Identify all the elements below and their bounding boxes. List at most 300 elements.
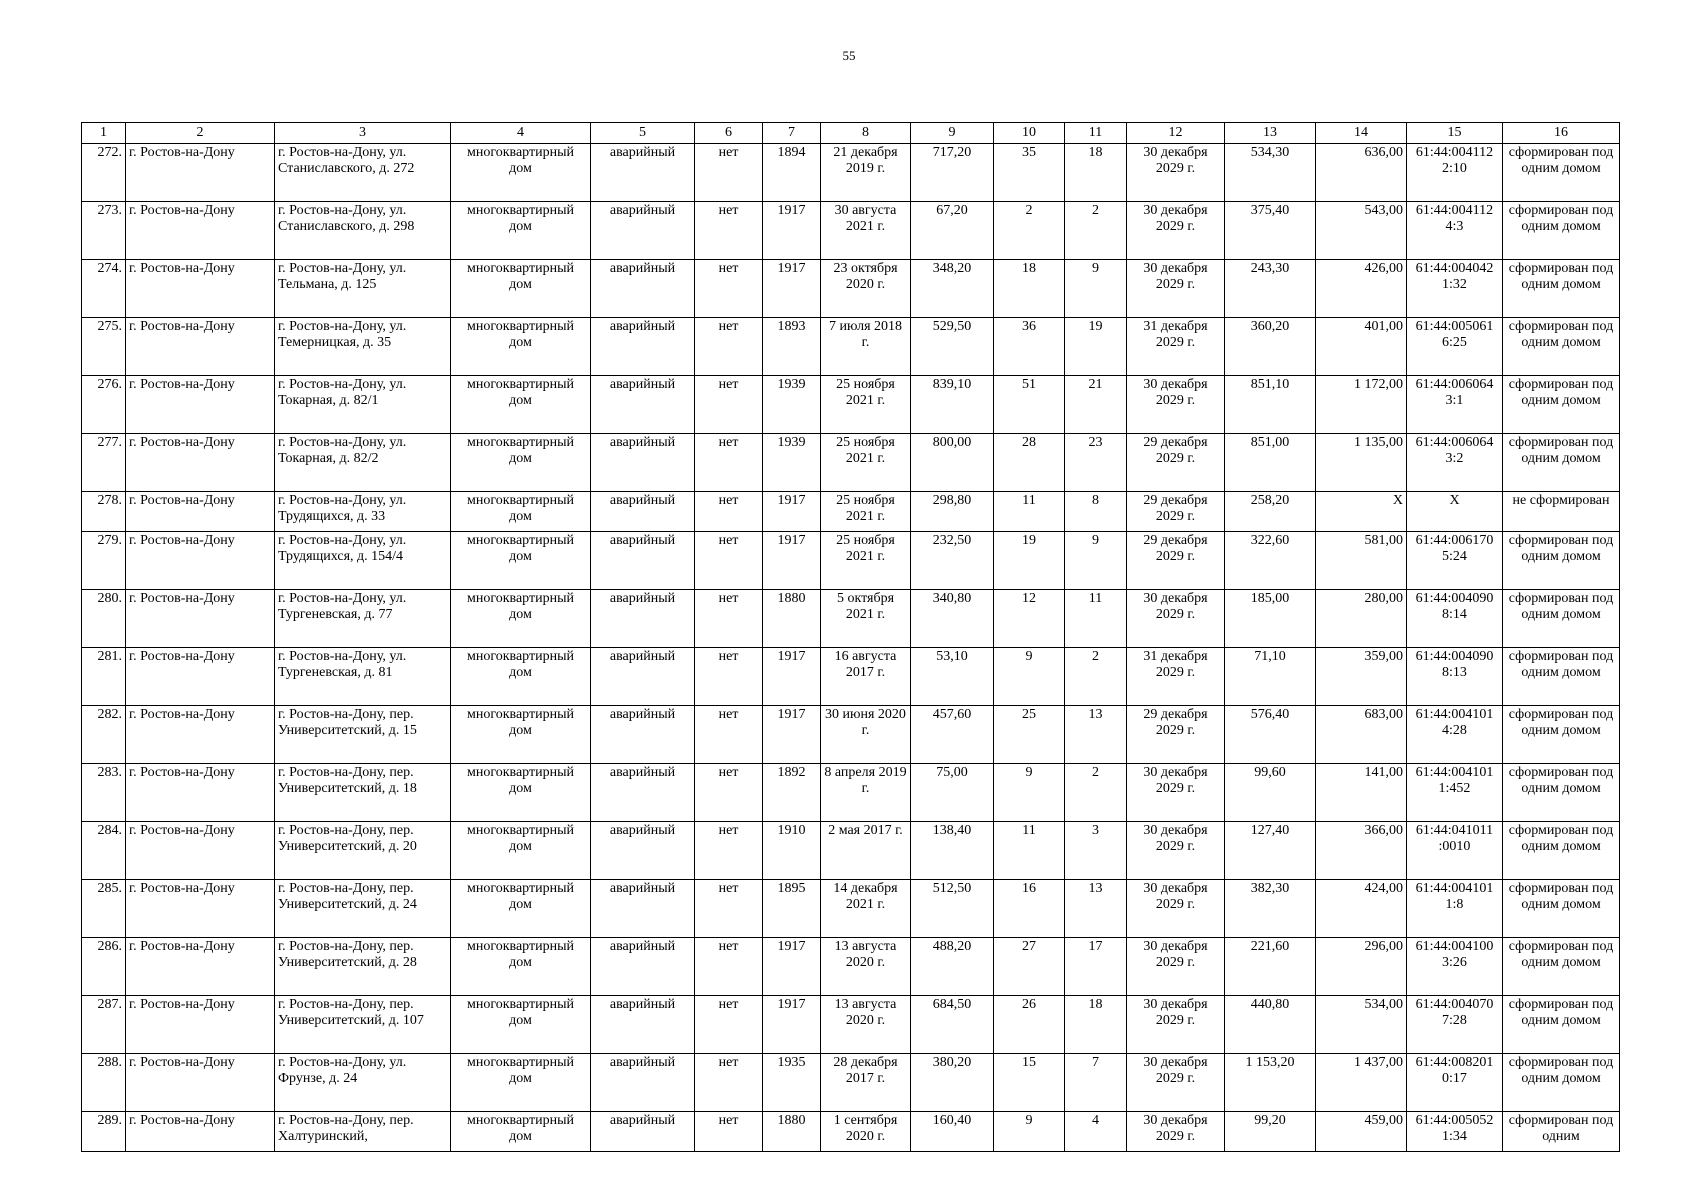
status-cell: аварийный [591, 532, 695, 590]
column-10-cell: 25 [994, 706, 1065, 764]
year-cell: 1939 [763, 434, 821, 492]
land-status-cell: сформирован под одним [1503, 1112, 1620, 1152]
status-cell: аварийный [591, 764, 695, 822]
area-cell: 529,50 [911, 318, 994, 376]
column-10-cell: 15 [994, 1054, 1065, 1112]
city-cell: г. Ростов-на-Дону [126, 260, 275, 318]
land-status-cell: не сформирован [1503, 492, 1620, 532]
column-header: 15 [1407, 123, 1503, 144]
column-11-cell: 8 [1065, 492, 1127, 532]
cadastral-number-cell: 61:44:004100 3:26 [1407, 938, 1503, 996]
column-6-cell: нет [695, 144, 763, 202]
column-header: 12 [1127, 123, 1225, 144]
area-cell: 67,20 [911, 202, 994, 260]
object-type-cell: многоквартирный дом [451, 764, 591, 822]
year-cell: 1894 [763, 144, 821, 202]
city-cell: г. Ростов-на-Дону [126, 1054, 275, 1112]
land-status-cell: сформирован под одним домом [1503, 1054, 1620, 1112]
object-type-cell: многоквартирный дом [451, 706, 591, 764]
address-cell: г. Ростов-на-Дону, ул. Токарная, д. 82/2 [275, 434, 451, 492]
cadastral-number-cell: 61:44:004101 1:8 [1407, 880, 1503, 938]
cadastral-number-cell: 61:44:004090 8:14 [1407, 590, 1503, 648]
column-header: 9 [911, 123, 994, 144]
address-cell: г. Ростов-на-Дону, пер. Университетский, д. 15 [275, 706, 451, 764]
column-11-cell: 13 [1065, 880, 1127, 938]
recognition-date-cell: 25 ноября 2021 г. [821, 376, 911, 434]
cadastral-number-cell: 61:44:006170 5:24 [1407, 532, 1503, 590]
row-number: 280. [82, 590, 126, 648]
cadastral-number-cell: 61:44:004042 1:32 [1407, 260, 1503, 318]
column-10-cell: 11 [994, 492, 1065, 532]
deadline-cell: 30 декабря 2029 г. [1127, 376, 1225, 434]
column-10-cell: 2 [994, 202, 1065, 260]
status-cell: аварийный [591, 880, 695, 938]
land-status-cell: сформирован под одним домом [1503, 938, 1620, 996]
deadline-cell: 29 декабря 2029 г. [1127, 706, 1225, 764]
column-6-cell: нет [695, 260, 763, 318]
address-cell: г. Ростов-на-Дону, пер. Халтуринский, [275, 1112, 451, 1152]
object-type-cell: многоквартирный дом [451, 434, 591, 492]
land-status-cell: сформирован под одним домом [1503, 202, 1620, 260]
area-cell: 512,50 [911, 880, 994, 938]
recognition-date-cell: 5 октября 2021 г. [821, 590, 911, 648]
row-number: 273. [82, 202, 126, 260]
table-header [82, 123, 1620, 144]
address-cell: г. Ростов-на-Дону, ул. Темерницкая, д. 35 [275, 318, 451, 376]
column-10-cell: 9 [994, 764, 1065, 822]
column-10-cell: 19 [994, 532, 1065, 590]
land-status-cell: сформирован под одним домом [1503, 880, 1620, 938]
city-cell: г. Ростов-на-Дону [126, 202, 275, 260]
column-10-cell: 27 [994, 938, 1065, 996]
column-10-cell: 51 [994, 376, 1065, 434]
deadline-cell: 30 декабря 2029 г. [1127, 202, 1225, 260]
column-11-cell: 17 [1065, 938, 1127, 996]
column-14-cell: Х [1316, 492, 1407, 532]
column-10-cell: 9 [994, 648, 1065, 706]
column-11-cell: 2 [1065, 648, 1127, 706]
address-cell: г. Ростов-на-Дону, ул. Станиславского, д. 298 [275, 202, 451, 260]
column-6-cell: нет [695, 822, 763, 880]
land-status-cell: сформирован под одним домом [1503, 318, 1620, 376]
land-status-cell: сформирован под одним домом [1503, 144, 1620, 202]
land-status-cell: сформирован под одним домом [1503, 260, 1620, 318]
cadastral-number-cell: 61:44:004090 8:13 [1407, 648, 1503, 706]
column-13-cell: 99,60 [1225, 764, 1316, 822]
recognition-date-cell: 28 декабря 2017 г. [821, 1054, 911, 1112]
year-cell: 1935 [763, 1054, 821, 1112]
cadastral-number-cell: 61:44:004101 1:452 [1407, 764, 1503, 822]
year-cell: 1892 [763, 764, 821, 822]
object-type-cell: многоквартирный дом [451, 822, 591, 880]
land-status-cell: сформирован под одним домом [1503, 434, 1620, 492]
column-6-cell: нет [695, 1112, 763, 1152]
column-13-cell: 382,30 [1225, 880, 1316, 938]
object-type-cell: многоквартирный дом [451, 648, 591, 706]
deadline-cell: 30 декабря 2029 г. [1127, 880, 1225, 938]
address-cell: г. Ростов-на-Дону, ул. Трудящихся, д. 33 [275, 492, 451, 532]
recognition-date-cell: 30 августа 2021 г. [821, 202, 911, 260]
area-cell: 839,10 [911, 376, 994, 434]
column-14-cell: 296,00 [1316, 938, 1407, 996]
column-13-cell: 440,80 [1225, 996, 1316, 1054]
column-11-cell: 19 [1065, 318, 1127, 376]
city-cell: г. Ростов-на-Дону [126, 706, 275, 764]
deadline-cell: 31 декабря 2029 г. [1127, 648, 1225, 706]
status-cell: аварийный [591, 822, 695, 880]
area-cell: 457,60 [911, 706, 994, 764]
row-number: 276. [82, 376, 126, 434]
column-13-cell: 71,10 [1225, 648, 1316, 706]
deadline-cell: 29 декабря 2029 г. [1127, 532, 1225, 590]
cadastral-number-cell: Х [1407, 492, 1503, 532]
column-13-cell: 127,40 [1225, 822, 1316, 880]
area-cell: 340,80 [911, 590, 994, 648]
column-11-cell: 18 [1065, 144, 1127, 202]
recognition-date-cell: 7 июля 2018 г. [821, 318, 911, 376]
deadline-cell: 30 декабря 2029 г. [1127, 938, 1225, 996]
column-14-cell: 459,00 [1316, 1112, 1407, 1152]
area-cell: 75,00 [911, 764, 994, 822]
column-header: 6 [695, 123, 763, 144]
column-6-cell: нет [695, 764, 763, 822]
year-cell: 1917 [763, 532, 821, 590]
status-cell: аварийный [591, 144, 695, 202]
city-cell: г. Ростов-на-Дону [126, 492, 275, 532]
column-6-cell: нет [695, 706, 763, 764]
column-14-cell: 1 437,00 [1316, 1054, 1407, 1112]
address-cell: г. Ростов-на-Дону, ул. Тургеневская, д. 81 [275, 648, 451, 706]
address-cell: г. Ростов-на-Дону, пер. Университетский, д. 107 [275, 996, 451, 1054]
row-number: 282. [82, 706, 126, 764]
status-cell: аварийный [591, 434, 695, 492]
year-cell: 1917 [763, 492, 821, 532]
city-cell: г. Ростов-на-Дону [126, 532, 275, 590]
column-14-cell: 366,00 [1316, 822, 1407, 880]
deadline-cell: 30 декабря 2029 г. [1127, 822, 1225, 880]
column-header: 13 [1225, 123, 1316, 144]
table-row [82, 434, 1620, 492]
row-number: 281. [82, 648, 126, 706]
table-row [82, 996, 1620, 1054]
cadastral-number-cell: 61:44:041011 :0010 [1407, 822, 1503, 880]
cadastral-number-cell: 61:44:004112 2:10 [1407, 144, 1503, 202]
row-number: 279. [82, 532, 126, 590]
column-header: 4 [451, 123, 591, 144]
column-14-cell: 401,00 [1316, 318, 1407, 376]
row-number: 283. [82, 764, 126, 822]
column-13-cell: 576,40 [1225, 706, 1316, 764]
deadline-cell: 31 декабря 2029 г. [1127, 318, 1225, 376]
column-11-cell: 18 [1065, 996, 1127, 1054]
area-cell: 684,50 [911, 996, 994, 1054]
header-row [82, 123, 1620, 144]
column-header: 1 [82, 123, 126, 144]
status-cell: аварийный [591, 590, 695, 648]
column-11-cell: 9 [1065, 532, 1127, 590]
status-cell: аварийный [591, 1054, 695, 1112]
recognition-date-cell: 25 ноября 2021 г. [821, 532, 911, 590]
city-cell: г. Ростов-на-Дону [126, 764, 275, 822]
area-cell: 53,10 [911, 648, 994, 706]
city-cell: г. Ростов-на-Дону [126, 880, 275, 938]
land-status-cell: сформирован под одним домом [1503, 996, 1620, 1054]
address-cell: г. Ростов-на-Дону, пер. Университетский, д. 18 [275, 764, 451, 822]
column-10-cell: 26 [994, 996, 1065, 1054]
year-cell: 1917 [763, 706, 821, 764]
address-cell: г. Ростов-на-Дону, пер. Университетский, д. 24 [275, 880, 451, 938]
column-14-cell: 359,00 [1316, 648, 1407, 706]
area-cell: 348,20 [911, 260, 994, 318]
row-number: 289. [82, 1112, 126, 1152]
land-status-cell: сформирован под одним домом [1503, 590, 1620, 648]
cadastral-number-cell: 61:44:006064 3:1 [1407, 376, 1503, 434]
land-status-cell: сформирован под одним домом [1503, 532, 1620, 590]
column-11-cell: 9 [1065, 260, 1127, 318]
column-6-cell: нет [695, 996, 763, 1054]
column-10-cell: 28 [994, 434, 1065, 492]
object-type-cell: многоквартирный дом [451, 880, 591, 938]
deadline-cell: 29 декабря 2029 г. [1127, 434, 1225, 492]
recognition-date-cell: 25 ноября 2021 г. [821, 434, 911, 492]
column-14-cell: 424,00 [1316, 880, 1407, 938]
area-cell: 138,40 [911, 822, 994, 880]
column-11-cell: 21 [1065, 376, 1127, 434]
recognition-date-cell: 23 октября 2020 г. [821, 260, 911, 318]
object-type-cell: многоквартирный дом [451, 996, 591, 1054]
year-cell: 1917 [763, 260, 821, 318]
year-cell: 1917 [763, 938, 821, 996]
row-number: 272. [82, 144, 126, 202]
city-cell: г. Ростов-на-Дону [126, 376, 275, 434]
city-cell: г. Ростов-на-Дону [126, 318, 275, 376]
table-row [82, 532, 1620, 590]
address-cell: г. Ростов-на-Дону, ул. Тельмана, д. 125 [275, 260, 451, 318]
deadline-cell: 30 декабря 2029 г. [1127, 1112, 1225, 1152]
table-row [82, 706, 1620, 764]
column-6-cell: нет [695, 376, 763, 434]
deadline-cell: 30 декабря 2029 г. [1127, 144, 1225, 202]
row-number: 287. [82, 996, 126, 1054]
row-number: 286. [82, 938, 126, 996]
column-6-cell: нет [695, 648, 763, 706]
recognition-date-cell: 21 декабря 2019 г. [821, 144, 911, 202]
column-13-cell: 534,30 [1225, 144, 1316, 202]
object-type-cell: многоквартирный дом [451, 260, 591, 318]
recognition-date-cell: 8 апреля 2019 г. [821, 764, 911, 822]
table-row [82, 764, 1620, 822]
city-cell: г. Ростов-на-Дону [126, 648, 275, 706]
recognition-date-cell: 16 августа 2017 г. [821, 648, 911, 706]
column-13-cell: 221,60 [1225, 938, 1316, 996]
object-type-cell: многоквартирный дом [451, 202, 591, 260]
column-14-cell: 543,00 [1316, 202, 1407, 260]
recognition-date-cell: 13 августа 2020 г. [821, 996, 911, 1054]
city-cell: г. Ростов-на-Дону [126, 590, 275, 648]
status-cell: аварийный [591, 706, 695, 764]
deadline-cell: 30 декабря 2029 г. [1127, 764, 1225, 822]
object-type-cell: многоквартирный дом [451, 532, 591, 590]
year-cell: 1910 [763, 822, 821, 880]
column-11-cell: 2 [1065, 202, 1127, 260]
cadastral-number-cell: 61:44:008201 0:17 [1407, 1054, 1503, 1112]
column-11-cell: 2 [1065, 764, 1127, 822]
column-13-cell: 851,10 [1225, 376, 1316, 434]
year-cell: 1880 [763, 1112, 821, 1152]
city-cell: г. Ростов-на-Дону [126, 822, 275, 880]
deadline-cell: 30 декабря 2029 г. [1127, 590, 1225, 648]
column-13-cell: 322,60 [1225, 532, 1316, 590]
column-6-cell: нет [695, 938, 763, 996]
status-cell: аварийный [591, 1112, 695, 1152]
column-11-cell: 11 [1065, 590, 1127, 648]
column-header: 7 [763, 123, 821, 144]
page-number: 55 [842, 48, 856, 63]
status-cell: аварийный [591, 938, 695, 996]
table-row [82, 590, 1620, 648]
column-13-cell: 1 153,20 [1225, 1054, 1316, 1112]
year-cell: 1917 [763, 202, 821, 260]
column-11-cell: 13 [1065, 706, 1127, 764]
table-row [82, 938, 1620, 996]
table-row [82, 144, 1620, 202]
column-10-cell: 36 [994, 318, 1065, 376]
deadline-cell: 30 декабря 2029 г. [1127, 996, 1225, 1054]
column-10-cell: 18 [994, 260, 1065, 318]
table-row [82, 1054, 1620, 1112]
year-cell: 1893 [763, 318, 821, 376]
status-cell: аварийный [591, 202, 695, 260]
column-header: 10 [994, 123, 1065, 144]
column-header: 8 [821, 123, 911, 144]
recognition-date-cell: 2 мая 2017 г. [821, 822, 911, 880]
column-6-cell: нет [695, 532, 763, 590]
column-11-cell: 23 [1065, 434, 1127, 492]
recognition-date-cell: 14 декабря 2021 г. [821, 880, 911, 938]
column-6-cell: нет [695, 434, 763, 492]
column-11-cell: 3 [1065, 822, 1127, 880]
land-status-cell: сформирован под одним домом [1503, 376, 1620, 434]
row-number: 274. [82, 260, 126, 318]
city-cell: г. Ростов-на-Дону [126, 1112, 275, 1152]
status-cell: аварийный [591, 376, 695, 434]
deadline-cell: 29 декабря 2029 г. [1127, 492, 1225, 532]
area-cell: 800,00 [911, 434, 994, 492]
address-cell: г. Ростов-на-Дону, пер. Университетский, д. 28 [275, 938, 451, 996]
status-cell: аварийный [591, 492, 695, 532]
column-13-cell: 360,20 [1225, 318, 1316, 376]
land-status-cell: сформирован под одним домом [1503, 648, 1620, 706]
table-row [82, 1112, 1620, 1152]
column-14-cell: 636,00 [1316, 144, 1407, 202]
address-cell: г. Ростов-на-Дону, ул. Станиславского, д. 272 [275, 144, 451, 202]
city-cell: г. Ростов-на-Дону [126, 938, 275, 996]
area-cell: 488,20 [911, 938, 994, 996]
row-number: 277. [82, 434, 126, 492]
column-6-cell: нет [695, 318, 763, 376]
year-cell: 1880 [763, 590, 821, 648]
object-type-cell: многоквартирный дом [451, 590, 591, 648]
column-header: 3 [275, 123, 451, 144]
column-10-cell: 12 [994, 590, 1065, 648]
address-cell: г. Ростов-на-Дону, пер. Университетский, д. 20 [275, 822, 451, 880]
cadastral-number-cell: 61:44:004070 7:28 [1407, 996, 1503, 1054]
year-cell: 1939 [763, 376, 821, 434]
object-type-cell: многоквартирный дом [451, 1112, 591, 1152]
column-13-cell: 243,30 [1225, 260, 1316, 318]
column-6-cell: нет [695, 492, 763, 532]
object-type-cell: многоквартирный дом [451, 318, 591, 376]
table-row [82, 318, 1620, 376]
cadastral-number-cell: 61:44:005052 1:34 [1407, 1112, 1503, 1152]
land-status-cell: сформирован под одним домом [1503, 706, 1620, 764]
column-13-cell: 851,00 [1225, 434, 1316, 492]
column-14-cell: 1 135,00 [1316, 434, 1407, 492]
cadastral-number-cell: 61:44:005061 6:25 [1407, 318, 1503, 376]
column-14-cell: 1 172,00 [1316, 376, 1407, 434]
recognition-date-cell: 30 июня 2020 г. [821, 706, 911, 764]
column-10-cell: 35 [994, 144, 1065, 202]
column-13-cell: 99,20 [1225, 1112, 1316, 1152]
area-cell: 380,20 [911, 1054, 994, 1112]
table-row [82, 492, 1620, 532]
recognition-date-cell: 25 ноября 2021 г. [821, 492, 911, 532]
deadline-cell: 30 декабря 2029 г. [1127, 1054, 1225, 1112]
housing-registry-table [81, 122, 1620, 1152]
status-cell: аварийный [591, 996, 695, 1054]
object-type-cell: многоквартирный дом [451, 1054, 591, 1112]
address-cell: г. Ростов-на-Дону, ул. Тургеневская, д. 77 [275, 590, 451, 648]
column-10-cell: 16 [994, 880, 1065, 938]
land-status-cell: сформирован под одним домом [1503, 822, 1620, 880]
column-13-cell: 258,20 [1225, 492, 1316, 532]
area-cell: 232,50 [911, 532, 994, 590]
address-cell: г. Ростов-на-Дону, ул. Трудящихся, д. 154/4 [275, 532, 451, 590]
column-11-cell: 7 [1065, 1054, 1127, 1112]
row-number: 275. [82, 318, 126, 376]
object-type-cell: многоквартирный дом [451, 376, 591, 434]
cadastral-number-cell: 61:44:004101 4:28 [1407, 706, 1503, 764]
object-type-cell: многоквартирный дом [451, 938, 591, 996]
recognition-date-cell: 13 августа 2020 г. [821, 938, 911, 996]
column-10-cell: 11 [994, 822, 1065, 880]
column-13-cell: 185,00 [1225, 590, 1316, 648]
column-header: 16 [1503, 123, 1620, 144]
cadastral-number-cell: 61:44:004112 4:3 [1407, 202, 1503, 260]
object-type-cell: многоквартирный дом [451, 492, 591, 532]
column-14-cell: 534,00 [1316, 996, 1407, 1054]
address-cell: г. Ростов-на-Дону, ул. Фрунзе, д. 24 [275, 1054, 451, 1112]
table-row [82, 260, 1620, 318]
column-14-cell: 141,00 [1316, 764, 1407, 822]
cadastral-number-cell: 61:44:006064 3:2 [1407, 434, 1503, 492]
status-cell: аварийный [591, 648, 695, 706]
address-cell: г. Ростов-на-Дону, ул. Токарная, д. 82/1 [275, 376, 451, 434]
table-row [82, 202, 1620, 260]
city-cell: г. Ростов-на-Дону [126, 434, 275, 492]
column-11-cell: 4 [1065, 1112, 1127, 1152]
column-14-cell: 683,00 [1316, 706, 1407, 764]
column-header: 5 [591, 123, 695, 144]
area-cell: 298,80 [911, 492, 994, 532]
column-6-cell: нет [695, 1054, 763, 1112]
table-row [82, 880, 1620, 938]
row-number: 285. [82, 880, 126, 938]
land-status-cell: сформирован под одним домом [1503, 764, 1620, 822]
year-cell: 1917 [763, 648, 821, 706]
row-number: 284. [82, 822, 126, 880]
object-type-cell: многоквартирный дом [451, 144, 591, 202]
